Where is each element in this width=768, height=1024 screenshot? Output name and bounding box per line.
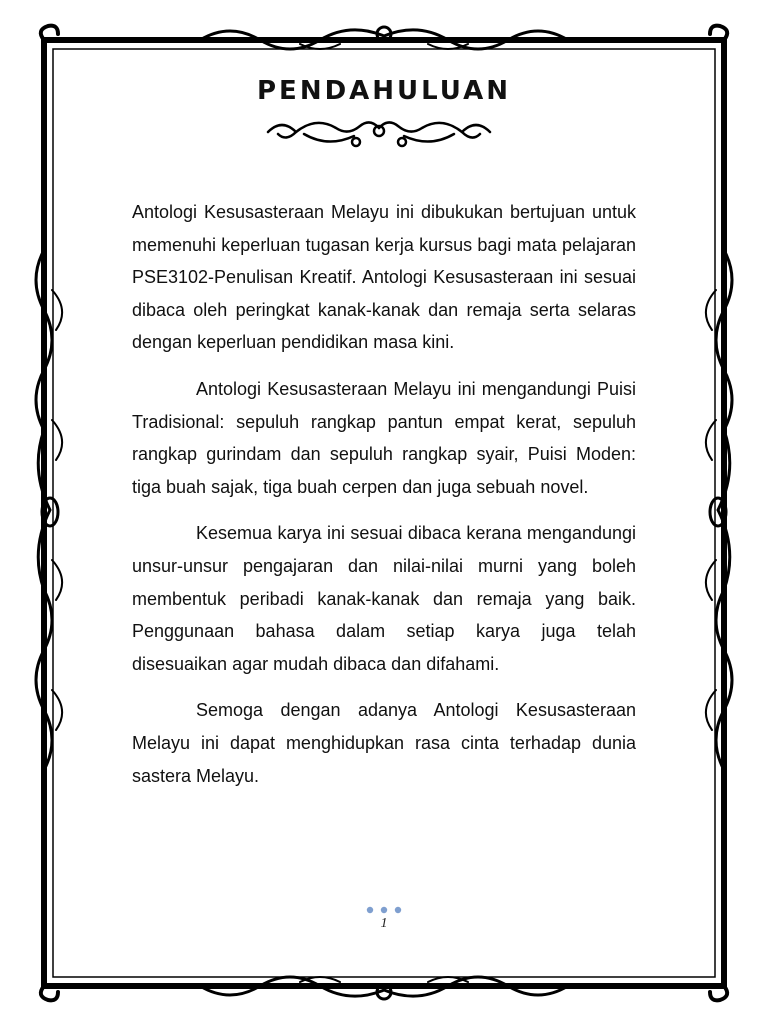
paragraph-closing: Semoga dengan adanya Antologi Kesusasteraan Melayu ini dapat menghidupkan rasa cinta terhadap dunia sastera Melayu. xyxy=(132,700,636,786)
page-title: PENDAHULUAN xyxy=(257,76,511,106)
paragraph-contents: Antologi Kesusasteraan Melayu ini mengandungi Puisi Tradisional: sepuluh rangkap pantun empat kerat, sepuluh rangkap gurindam dan sepuluh rangkap syair, Puisi Moden: tiga buah sajak, tiga buah cerpen dan juga sebuah novel. xyxy=(132,378,636,497)
paragraph-suitability: Kesemua karya ini sesuai dibaca kerana mengandungi unsur-unsur pengajaran dan nilai-nilai murni yang boleh membentuk peribadi kanak-kanak dan remaja yang baik. Penggunaan bahasa dalam setiap karya juga telah disesuaikan agar mudah dibaca dan difahami. xyxy=(132,523,636,674)
page-dots-icon xyxy=(362,904,406,916)
page-number: 1 xyxy=(380,916,388,931)
title-flourish-icon xyxy=(264,112,494,152)
introduction-body xyxy=(132,196,636,806)
paragraph-purpose: Antologi Kesusasteraan Melayu ini dibukukan bertujuan untuk memenuhi keperluan tugasan kerja kursus bagi mata pelajaran PSE3102-Penulisan Kreatif. Antologi Kesusasteraan ini sesuai dibaca oleh peringkat kanak-kanak dan remaja serta selaras dengan keperluan pendidikan masa kini. xyxy=(132,202,636,353)
